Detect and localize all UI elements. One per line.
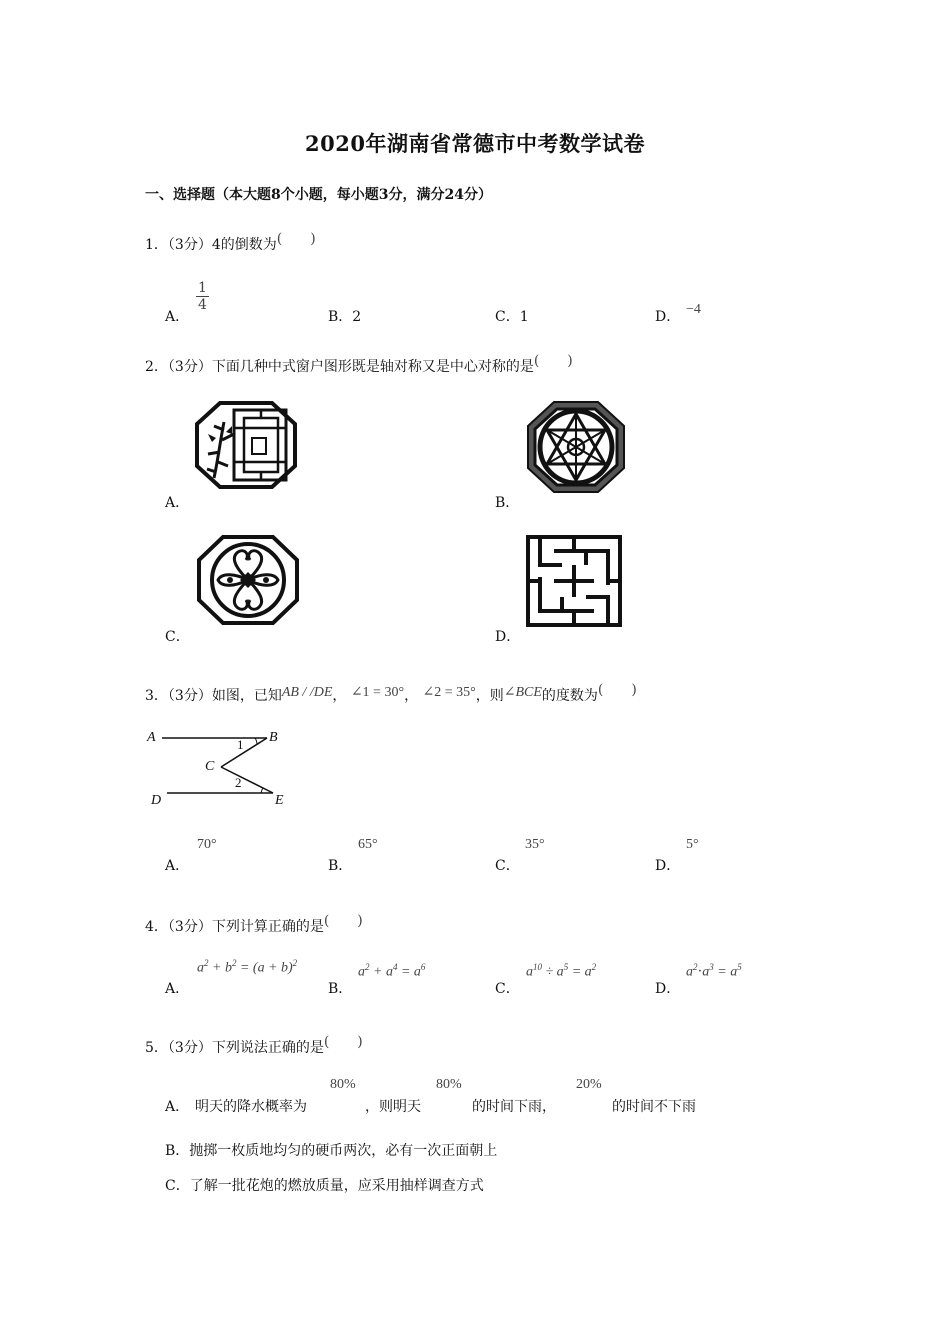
page-title: 2020年湖南省常德市中考数学试卷 [305, 131, 645, 156]
q3-fig-label-d: D [151, 793, 162, 808]
q1-option-b: B．2 [328, 309, 362, 325]
q5-option-c: C．了解一批花炮的燃放质量，应采用抽样调查方式 [165, 1178, 484, 1194]
q3-fig-label-e: E [275, 793, 284, 808]
q4-option-b-expression: $a^2 + a^4 = a^6$ [358, 962, 426, 980]
window-d-figure [526, 535, 622, 627]
q1-stem: 1．（3分）4的倒数为( ) [145, 231, 316, 253]
q1-option-a-label: A． [165, 309, 190, 325]
q5-stem: 5．（3分）下列说法正确的是( ) [145, 1034, 363, 1056]
q3-stem: 3．（3分）如图，已知AB / /DE， ∠1 = 30°， ∠2 = 35°，则∠BCE的度数为( ) [145, 682, 637, 704]
q1-option-d-value: −4 [686, 302, 701, 317]
q1-option-a-fraction: $\frac{1}{4}$ [198, 280, 207, 313]
q4-option-c-expression: $a^{10} \div a^5 = a^2$ [526, 962, 597, 980]
window-b-figure [526, 400, 626, 494]
q1-option-d-label: D． [655, 309, 681, 325]
q2-stem: 2．（3分）下面几种中式窗户图形既是轴对称又是中心对称的是( ) [145, 353, 573, 375]
q1-option-c: C．1 [495, 309, 529, 325]
q3-option-a-label: A． [165, 858, 190, 874]
q3-fig-label-a: A [147, 730, 156, 745]
q4-option-d-expression: $a^2\cdot a^3 = a^5$ [686, 962, 742, 980]
q4-option-c-label: C． [495, 981, 520, 997]
window-a-figure [194, 400, 298, 490]
q5-option-a-label: A． [165, 1099, 190, 1115]
q3-option-d-label: D． [655, 858, 681, 874]
q3-fig-label-2: 2 [235, 775, 242, 790]
q5-option-a-percent-1: 80% [330, 1077, 356, 1092]
q4-option-d-label: D． [655, 981, 681, 997]
q4-option-a-label: A． [165, 981, 190, 997]
q3-option-c-value: 35° [525, 837, 545, 852]
q3-option-b-label: B． [328, 858, 353, 874]
q3-option-a-value: 70° [197, 837, 217, 852]
q2-option-d-label: D． [495, 629, 521, 645]
q5-option-b: B．抛掷一枚质地均匀的硬币两次，必有一次正面朝上 [165, 1143, 498, 1159]
q5-option-a-text-3: 的时间下雨， [472, 1099, 556, 1115]
q5-option-a-text-4: 的时间不下雨 [612, 1099, 696, 1115]
section-heading: 一、选择题（本大题8个小题，每小题3分，满分24分） [145, 187, 492, 203]
q3-option-b-value: 65° [358, 837, 378, 852]
q5-option-a-percent-2: 80% [436, 1077, 462, 1092]
q2-option-b-label: B． [495, 495, 520, 511]
window-c-figure [196, 534, 300, 626]
q3-fig-label-1: 1 [237, 737, 244, 752]
q3-option-d-value: 5° [686, 837, 699, 852]
q2-option-a-label: A． [165, 495, 190, 511]
q4-option-a-expression: $a^2 + b^2 = (a + b)^2$ [197, 958, 298, 976]
q4-option-b-label: B． [328, 981, 353, 997]
q5-option-a-percent-3: 20% [576, 1077, 602, 1092]
q5-option-a-text-1: 明天的降水概率为 [195, 1099, 307, 1115]
q3-fig-label-b: B [269, 730, 278, 745]
q4-stem: 4．（3分）下列计算正确的是( ) [145, 913, 363, 935]
q1-paren: ( ) [276, 231, 316, 247]
q3-option-c-label: C． [495, 858, 520, 874]
q5-option-a-text-2: ，则明天 [365, 1099, 421, 1115]
q2-option-c-label: C． [165, 629, 190, 645]
q3-fig-label-c: C [205, 759, 215, 774]
q3-geometry-figure [145, 725, 295, 810]
